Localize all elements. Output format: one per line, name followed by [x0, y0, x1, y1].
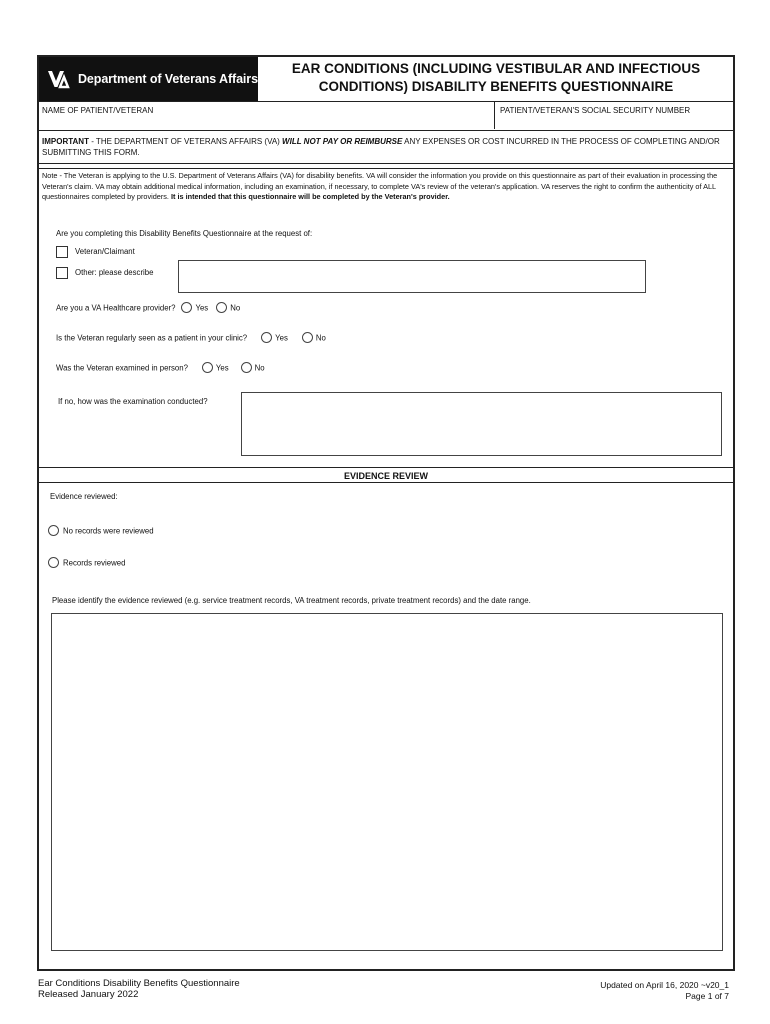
veteran-claimant-checkbox[interactable] — [56, 246, 68, 258]
important-lead: IMPORTANT — [42, 137, 89, 146]
regular-patient-text: Is the Veteran regularly seen as a patient in your clinic? — [56, 333, 248, 343]
records-reviewed-radio[interactable] — [48, 557, 59, 568]
note-paragraph — [42, 171, 730, 203]
form-title — [261, 60, 731, 96]
other-description-input[interactable] — [178, 260, 646, 293]
va-provider-text: Are you a VA Healthcare provider? — [56, 303, 176, 313]
evidence-review-heading: EVIDENCE REVIEW — [39, 467, 733, 483]
ssn-field[interactable]: PATIENT/VETERAN'S SOCIAL SECURITY NUMBER — [494, 102, 690, 129]
va-seal-icon — [47, 69, 71, 89]
note-bold: It is intended that this questionnaire will be completed by the Veteran's provider. — [170, 192, 450, 202]
veteran-claimant-label: Veteran/Claimant — [75, 247, 135, 256]
no-label: No — [254, 363, 265, 373]
divider — [39, 168, 733, 169]
regular-patient-no-radio[interactable] — [302, 332, 313, 343]
va-logo — [39, 57, 258, 101]
va-provider-question — [56, 303, 240, 314]
records-reviewed-label: Records reviewed — [63, 558, 126, 568]
note-text: Note - The Veteran is applying to the U.S. Department of Veterans Affairs (VA) for disability benefits. VA will consider the information you provide on this questionnaire as part of their evaluation in processing the Veteran's claim. VA may obtain additional medical information, including an examination, if necessary, to complete VA's review of the veteran's application. VA reserves the right to confirm the authenticity of ALL questionnaires completed by providers. — [42, 171, 718, 202]
va-logo-text: Department of Veterans Affairs — [78, 72, 258, 86]
regular-patient-question — [56, 333, 326, 344]
in-person-no-radio[interactable] — [241, 362, 252, 373]
important-text2: ANY EXPENSES OR COST INCURRED IN THE PROCESS OF COMPLETING AND/OR SUBMITTING THIS FORM. — [42, 137, 720, 157]
va-provider-yes-radio[interactable] — [181, 302, 192, 313]
form-frame — [37, 55, 735, 971]
how-conducted-input[interactable] — [241, 392, 722, 456]
patient-name-field[interactable]: NAME OF PATIENT/VETERAN — [42, 106, 154, 115]
no-label: No — [230, 303, 241, 313]
yes-label: Yes — [215, 363, 229, 373]
yes-label: Yes — [195, 303, 209, 313]
footer-released: Released January 2022 — [38, 989, 139, 1000]
identity-row — [39, 101, 733, 131]
form-header — [39, 57, 733, 103]
evidence-reviewed-label: Evidence reviewed: — [50, 492, 118, 501]
important-emphasis: WILL NOT PAY OR REIMBURSE — [282, 137, 403, 146]
how-conducted-question: If no, how was the examination conducted? — [58, 397, 208, 406]
footer-form-name: Ear Conditions Disability Benefits Questionnaire — [38, 978, 240, 989]
in-person-text: Was the Veteran examined in person? — [56, 363, 188, 373]
request-of-question: Are you completing this Disability Benefits Questionnaire at the request of: — [56, 229, 313, 238]
footer-right — [600, 980, 729, 1002]
other-checkbox[interactable] — [56, 267, 68, 279]
no-records-radio[interactable] — [48, 525, 59, 536]
va-provider-no-radio[interactable] — [216, 302, 227, 313]
evidence-description-input[interactable] — [51, 613, 723, 951]
important-notice — [42, 137, 722, 158]
footer-left — [38, 978, 240, 1000]
divider — [39, 163, 733, 164]
no-label: No — [315, 333, 326, 343]
important-text1: - THE DEPARTMENT OF VETERANS AFFAIRS (VA) — [88, 137, 283, 146]
no-records-label: No records were reviewed — [63, 526, 154, 536]
other-label: Other: please describe — [75, 268, 154, 277]
in-person-yes-radio[interactable] — [202, 362, 213, 373]
form-title-line2: CONDITIONS) DISABILITY BENEFITS QUESTIONNAIRE — [318, 79, 674, 94]
records-reviewed-option — [48, 558, 125, 569]
footer-updated: Updated on April 16, 2020 ~v20_1 — [600, 980, 729, 990]
no-records-option — [48, 526, 154, 537]
regular-patient-yes-radio[interactable] — [261, 332, 272, 343]
identify-evidence-prompt: Please identify the evidence reviewed (e.g. service treatment records, VA treatment records, private treatment records) and the date range. — [52, 596, 531, 605]
in-person-question — [56, 363, 265, 374]
form-title-line1: EAR CONDITIONS (INCLUDING VESTIBULAR AND INFECTIOUS — [291, 61, 701, 76]
yes-label: Yes — [275, 333, 288, 343]
footer-page-number: Page 1 of 7 — [685, 991, 729, 1001]
